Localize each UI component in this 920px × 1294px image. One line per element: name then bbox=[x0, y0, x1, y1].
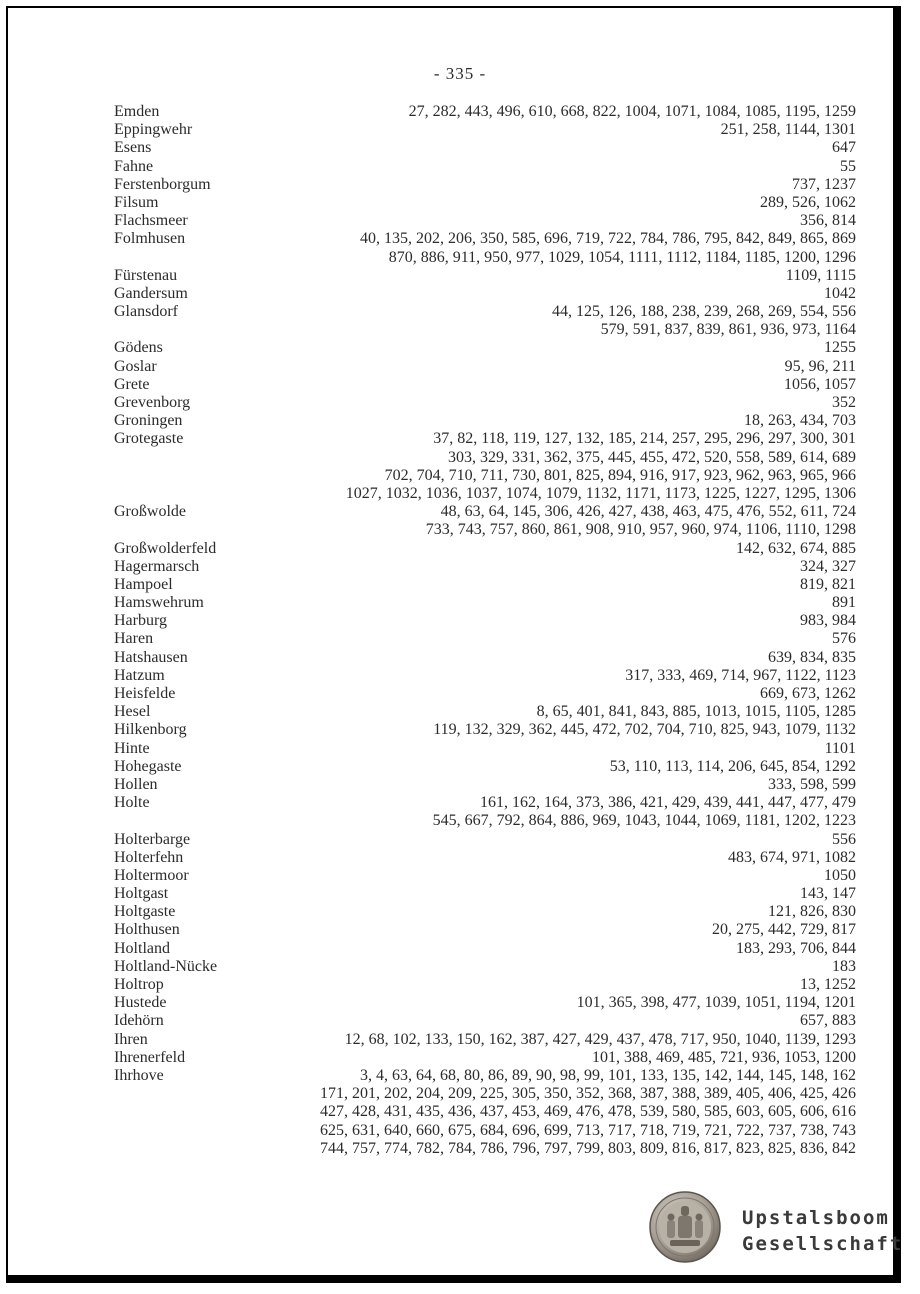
index-entry bbox=[114, 303, 856, 321]
index-entry bbox=[114, 1031, 856, 1049]
index-entry-continuation bbox=[114, 321, 856, 339]
page-references: 352 bbox=[832, 394, 856, 411]
page-references: 55 bbox=[840, 157, 856, 175]
index-entry bbox=[114, 685, 856, 703]
page-references: 556 bbox=[832, 830, 856, 848]
place-name: Holthusen bbox=[114, 921, 180, 939]
page-references: 324, 327 bbox=[800, 557, 856, 575]
index-entry bbox=[114, 230, 856, 248]
society-seal-icon bbox=[648, 1190, 722, 1264]
place-name: Idehörn bbox=[114, 1012, 164, 1030]
page-references: 639, 834, 835 bbox=[768, 648, 856, 666]
index-entry bbox=[114, 703, 856, 721]
page-references: 1027, 1032, 1036, 1037, 1074, 1079, 1132, 1171, 1173, 1225, 1227, 1295, 1306 bbox=[345, 484, 856, 502]
place-name: Ferstenborgum bbox=[114, 175, 211, 193]
place-name: Ihren bbox=[114, 1030, 148, 1048]
page-references: 1056, 1057 bbox=[784, 375, 856, 393]
page-references: 1109, 1115 bbox=[785, 266, 856, 284]
index-entry bbox=[114, 121, 856, 139]
place-name: Filsum bbox=[114, 193, 159, 211]
index-entry bbox=[114, 630, 856, 648]
index-entry bbox=[114, 849, 856, 867]
place-name: Fahne bbox=[114, 157, 154, 175]
place-name: Heisfelde bbox=[114, 685, 176, 702]
index-entry bbox=[114, 194, 856, 212]
index-entry-continuation bbox=[114, 449, 856, 467]
place-name: Hagermarsch bbox=[114, 557, 200, 575]
place-name: Grete bbox=[114, 375, 150, 393]
page-references: 251, 258, 1144, 1301 bbox=[720, 121, 856, 139]
index-entry bbox=[114, 103, 856, 121]
index-entry bbox=[114, 1012, 856, 1030]
index-entry bbox=[114, 1067, 856, 1085]
index-entry bbox=[114, 958, 856, 976]
index-entry bbox=[114, 612, 856, 630]
page-references: 545, 667, 792, 864, 886, 969, 1043, 1044, 1069, 1181, 1202, 1223 bbox=[432, 812, 856, 830]
page-references: 579, 591, 837, 839, 861, 936, 973, 1164 bbox=[600, 321, 856, 339]
page-references: 483, 674, 971, 1082 bbox=[728, 848, 856, 866]
page-references: 12, 68, 102, 133, 150, 162, 387, 427, 429, 437, 478, 717, 950, 1040, 1139, 1293 bbox=[344, 1030, 856, 1048]
place-name: Haren bbox=[114, 630, 154, 648]
page-references: 143, 147 bbox=[800, 885, 856, 903]
place-name: Holtland bbox=[114, 939, 170, 957]
place-name: Hatzum bbox=[114, 666, 165, 684]
place-name: Holterbarge bbox=[114, 830, 191, 848]
page-references: 657, 883 bbox=[800, 1012, 856, 1030]
index-entry bbox=[114, 540, 856, 558]
place-name: Folmhusen bbox=[114, 230, 186, 248]
page-references: 183, 293, 706, 844 bbox=[736, 939, 856, 957]
place-name: Fürstenau bbox=[114, 266, 178, 284]
page-references: 95, 96, 211 bbox=[784, 357, 856, 375]
page-references: 819, 821 bbox=[800, 575, 856, 593]
page-references: 1042 bbox=[824, 284, 856, 302]
page-references: 8, 65, 401, 841, 843, 885, 1013, 1015, 1105, 1285 bbox=[536, 703, 856, 721]
place-index bbox=[114, 103, 856, 1158]
place-name: Ihrhove bbox=[114, 1066, 164, 1084]
page-references: 870, 886, 911, 950, 977, 1029, 1054, 1111, 1112, 1184, 1185, 1200, 1296 bbox=[388, 248, 856, 266]
place-name: Hatshausen bbox=[114, 648, 188, 666]
page-references: 20, 275, 442, 729, 817 bbox=[712, 921, 856, 939]
page-references: 356, 814 bbox=[800, 212, 856, 230]
place-name: Goslar bbox=[114, 357, 157, 375]
index-entry-continuation bbox=[114, 467, 856, 485]
place-name: Groningen bbox=[114, 412, 183, 430]
page-references: 1050 bbox=[824, 866, 856, 884]
place-name: Emden bbox=[114, 103, 160, 120]
page-references: 53, 110, 113, 114, 206, 645, 854, 1292 bbox=[609, 757, 856, 775]
index-entry bbox=[114, 721, 856, 739]
place-name: Holtrop bbox=[114, 976, 164, 993]
page-references: 101, 388, 469, 485, 721, 936, 1053, 1200 bbox=[592, 1048, 856, 1066]
place-name: Hinte bbox=[114, 739, 150, 757]
index-entry bbox=[114, 558, 856, 576]
index-entry bbox=[114, 158, 856, 176]
place-name: Hampoel bbox=[114, 575, 173, 593]
place-name: Esens bbox=[114, 139, 152, 157]
page-references: 44, 125, 126, 188, 238, 239, 268, 269, 554, 556 bbox=[552, 303, 856, 321]
index-entry-continuation bbox=[114, 249, 856, 267]
index-entry bbox=[114, 576, 856, 594]
index-entry-continuation bbox=[114, 1103, 856, 1121]
place-name: Gandersum bbox=[114, 284, 188, 302]
index-entry bbox=[114, 667, 856, 685]
page-references: 37, 82, 118, 119, 127, 132, 185, 214, 257, 295, 296, 297, 300, 301 bbox=[433, 430, 856, 448]
page-references: 669, 673, 1262 bbox=[760, 685, 856, 702]
index-entry bbox=[114, 903, 856, 921]
page-references: 40, 135, 202, 206, 350, 585, 696, 719, 722, 784, 786, 795, 842, 849, 865, 869 bbox=[360, 230, 856, 248]
page-references: 289, 526, 1062 bbox=[760, 193, 856, 211]
index-entry bbox=[114, 212, 856, 230]
page-references: 101, 365, 398, 477, 1039, 1051, 1194, 1201 bbox=[576, 994, 856, 1012]
page-references: 702, 704, 710, 711, 730, 801, 825, 894, 916, 917, 923, 962, 963, 965, 966 bbox=[384, 466, 856, 484]
index-entry bbox=[114, 921, 856, 939]
index-entry bbox=[114, 503, 856, 521]
index-entry-continuation bbox=[114, 1085, 856, 1103]
page-references: 427, 428, 431, 435, 436, 437, 453, 469, 476, 478, 539, 580, 585, 603, 605, 606, 616 bbox=[320, 1103, 856, 1121]
index-entry bbox=[114, 740, 856, 758]
page-references: 733, 743, 757, 860, 861, 908, 910, 957, 960, 974, 1106, 1110, 1298 bbox=[425, 521, 856, 539]
index-entry-continuation bbox=[114, 485, 856, 503]
index-entry bbox=[114, 139, 856, 157]
index-entry bbox=[114, 885, 856, 903]
place-name: Grevenborg bbox=[114, 394, 191, 411]
index-entry bbox=[114, 794, 856, 812]
index-entry bbox=[114, 176, 856, 194]
page-references: 737, 1237 bbox=[792, 175, 856, 193]
place-name: Flachsmeer bbox=[114, 212, 188, 230]
place-name: Hollen bbox=[114, 775, 158, 793]
place-name: Eppingwehr bbox=[114, 121, 193, 139]
society-logo-text bbox=[742, 1205, 903, 1257]
page-references: 317, 333, 469, 714, 967, 1122, 1123 bbox=[625, 666, 856, 684]
page-references: 13, 1252 bbox=[800, 976, 856, 993]
index-entry bbox=[114, 412, 856, 430]
place-name: Großwolde bbox=[114, 503, 186, 521]
place-name: Hohegaste bbox=[114, 757, 182, 775]
page-references: 625, 631, 640, 660, 675, 684, 696, 699, 713, 717, 718, 719, 721, 722, 737, 738, 743 bbox=[320, 1121, 856, 1139]
index-entry bbox=[114, 594, 856, 612]
index-entry-continuation bbox=[114, 1122, 856, 1140]
place-name: Hesel bbox=[114, 703, 151, 721]
index-entry bbox=[114, 867, 856, 885]
page-references: 647 bbox=[832, 139, 856, 157]
page-number: - 335 - bbox=[433, 64, 487, 83]
page-references: 1255 bbox=[824, 339, 856, 357]
page-references: 3, 4, 63, 64, 68, 80, 86, 89, 90, 98, 99, 101, 133, 135, 142, 144, 145, 148, 162 bbox=[360, 1066, 856, 1084]
index-entry bbox=[114, 649, 856, 667]
page-references: 983, 984 bbox=[800, 612, 856, 630]
index-entry bbox=[114, 940, 856, 958]
page-references: 891 bbox=[832, 594, 856, 612]
index-entry bbox=[114, 831, 856, 849]
page-references: 48, 63, 64, 145, 306, 426, 427, 438, 463, 475, 476, 552, 611, 724 bbox=[440, 503, 856, 521]
index-entry bbox=[114, 976, 856, 994]
place-name: Holtland-Nücke bbox=[114, 957, 218, 975]
logo-line-2: Gesellschaft bbox=[742, 1233, 904, 1255]
page-references: 1101 bbox=[824, 739, 856, 757]
place-name: Hilkenborg bbox=[114, 721, 187, 739]
index-entry bbox=[114, 376, 856, 394]
logo-line-1: Upstalsboom bbox=[742, 1207, 890, 1229]
page-references: 576 bbox=[832, 630, 856, 648]
page-references: 183 bbox=[832, 957, 856, 975]
index-entry bbox=[114, 358, 856, 376]
place-name: Holtermoor bbox=[114, 866, 189, 884]
index-entry bbox=[114, 758, 856, 776]
place-name: Holte bbox=[114, 794, 150, 812]
page-references: 142, 632, 674, 885 bbox=[736, 539, 856, 557]
place-name: Harburg bbox=[114, 612, 168, 630]
page-references: 303, 329, 331, 362, 375, 445, 455, 472, 520, 558, 589, 614, 689 bbox=[448, 448, 856, 466]
place-name: Gödens bbox=[114, 339, 163, 357]
index-entry-continuation bbox=[114, 812, 856, 830]
index-entry bbox=[114, 994, 856, 1012]
page-references: 27, 282, 443, 496, 610, 668, 822, 1004, 1071, 1084, 1085, 1195, 1259 bbox=[408, 103, 856, 120]
page-references: 333, 598, 599 bbox=[768, 775, 856, 793]
place-name: Holtgaste bbox=[114, 903, 176, 921]
place-name: Glansdorf bbox=[114, 303, 178, 321]
page-references: 171, 201, 202, 204, 209, 225, 305, 350, 352, 368, 387, 388, 389, 405, 406, 425, 426 bbox=[320, 1085, 856, 1103]
index-entry bbox=[114, 1049, 856, 1067]
place-name: Holterfehn bbox=[114, 848, 184, 866]
place-name: Hustede bbox=[114, 994, 167, 1012]
index-entry bbox=[114, 776, 856, 794]
page-references: 18, 263, 434, 703 bbox=[744, 412, 856, 430]
index-entry bbox=[114, 339, 856, 357]
index-entry-continuation bbox=[114, 1140, 856, 1158]
page-references: 161, 162, 164, 373, 386, 421, 429, 439, 441, 447, 477, 479 bbox=[480, 794, 856, 812]
index-entry bbox=[114, 267, 856, 285]
page-references: 119, 132, 329, 362, 445, 472, 702, 704, 710, 825, 943, 1079, 1132 bbox=[433, 721, 856, 739]
index-entry bbox=[114, 430, 856, 448]
page-references: 121, 826, 830 bbox=[768, 903, 856, 921]
page-references: 744, 757, 774, 782, 784, 786, 796, 797, 799, 803, 809, 816, 817, 823, 825, 836, 842 bbox=[320, 1139, 856, 1157]
place-name: Grotegaste bbox=[114, 430, 184, 448]
place-name: Großwolderfeld bbox=[114, 539, 217, 557]
index-entry bbox=[114, 394, 856, 412]
place-name: Ihrenerfeld bbox=[114, 1048, 186, 1066]
index-entry-continuation bbox=[114, 521, 856, 539]
place-name: Hamswehrum bbox=[114, 594, 204, 612]
place-name: Holtgast bbox=[114, 885, 169, 903]
index-entry bbox=[114, 285, 856, 303]
